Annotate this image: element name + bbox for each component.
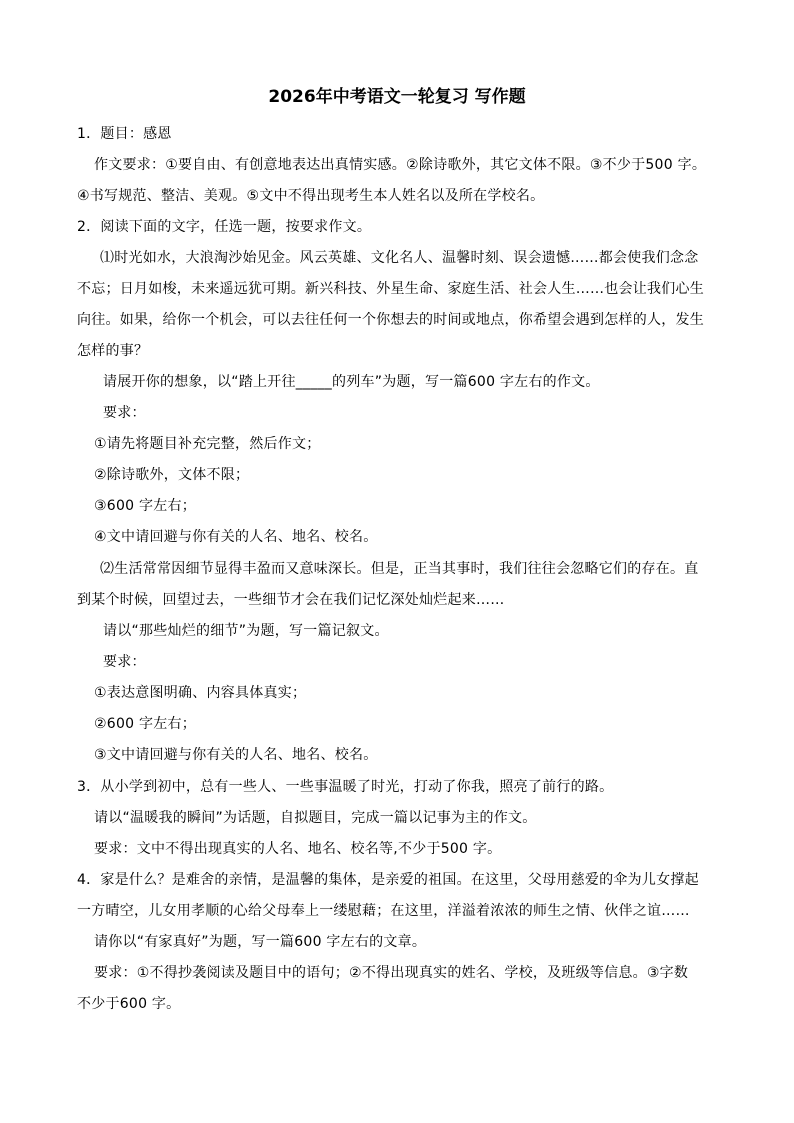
q2-passage1-requirement-1: ①请先将题目补充完整，然后作文； [94,436,321,452]
q3-prompt: 3．从小学到初中，总有一些人、一些事温暖了时光，打动了你我，照亮了前行的路。 [77,779,614,795]
q3-requirements: 要求：文中不得出现真实的人名、地名、校名等,不少于500 字。 [94,841,502,857]
q2-prompt: 2．阅读下面的文字，任选一题，按要求作文。 [77,219,372,235]
document-title: 2026年中考语文一轮复习 写作题 [268,87,526,107]
q2-passage1-line1: ⑴时光如水，大浪淘沙始见金。风云英雄、文化名人、温馨时刻、误会遗憾……都会使我们念念 [100,250,699,266]
q2-passage2-requirement-1: ①表达意图明确、内容具体真实； [94,685,307,701]
q4-requirements-line2: 不少于600 字。 [77,996,181,1012]
q4-requirements-line1: 要求：①不得抄袭阅读及题目中的语句；②不得出现真实的姓名、学校，及班级等信息。③字数 [94,965,689,981]
q2-passage1-task: 请展开你的想象，以“踏上开往_____的列车”为题，写一篇600 字左右的作文。 [103,374,600,390]
q1-prompt: 1．题目：感恩 [77,126,172,142]
q2-passage2-task: 请以“那些灿烂的细节”为题，写一篇记叙文。 [103,623,389,639]
q2-passage1-line4: 怎样的事？ [77,343,149,359]
q2-passage2-requirement-2: ②600 字左右； [94,716,196,732]
q3-task: 请以“温暖我的瞬间”为话题，自拟题目，完成一篇以记事为主的作文。 [94,810,537,826]
q2-passage1-requirement-2: ②除诗歌外，文体不限； [94,467,250,483]
q2-passage1-requirement-3: ③600 字左右； [94,498,196,514]
q1-requirements-line1: 作文要求：①要自由、有创意地表达出真情实感。②除诗歌外，其它文体不限。③不少于500 字。 [94,157,707,173]
q2-passage1-requirement-4: ④文中请回避与你有关的人名、地名、校名。 [94,529,378,545]
q4-prompt-line1: 4．家是什么？是难舍的亲情，是温馨的集体，是亲爱的祖国。在这里，父母用慈爱的伞为儿女撑起 [77,872,699,888]
q1-requirements-line2: ④书写规范、整洁、美观。⑤文中不得出现考生本人姓名以及所在学校名。 [77,188,545,204]
q4-task: 请你以“有家真好”为题，写一篇600 字左右的文章。 [94,934,427,950]
q2-passage1-line3: 向往。如果，给你一个机会，可以去往任何一个你想去的时间或地点，你希望会遇到怎样的人，发生 [77,312,704,328]
q2-passage2-requirements-label: 要求： [103,654,146,670]
q4-prompt-line2: 一方晴空，儿女用孝顺的心给父母奉上一缕慰藉；在这里，洋溢着浓浓的师生之情、伙伴之谊…… [77,903,690,919]
q2-passage2-line1: ⑵生活常常因细节显得丰盈而又意味深长。但是，正当其事时，我们往往会忽略它们的存在。直 [100,561,699,577]
q2-passage2-requirement-3: ③文中请回避与你有关的人名、地名、校名。 [94,747,378,763]
q2-passage1-requirements-label: 要求： [103,405,146,421]
q2-passage2-line2: 到某个时候，回望过去，一些细节才会在我们记忆深处灿烂起来…… [77,592,505,608]
q2-passage1-line2: 不忘；日月如梭，未来遥远犹可期。新兴科技、外星生命、家庭生活、社会人生……也会让我们心生 [77,281,704,297]
